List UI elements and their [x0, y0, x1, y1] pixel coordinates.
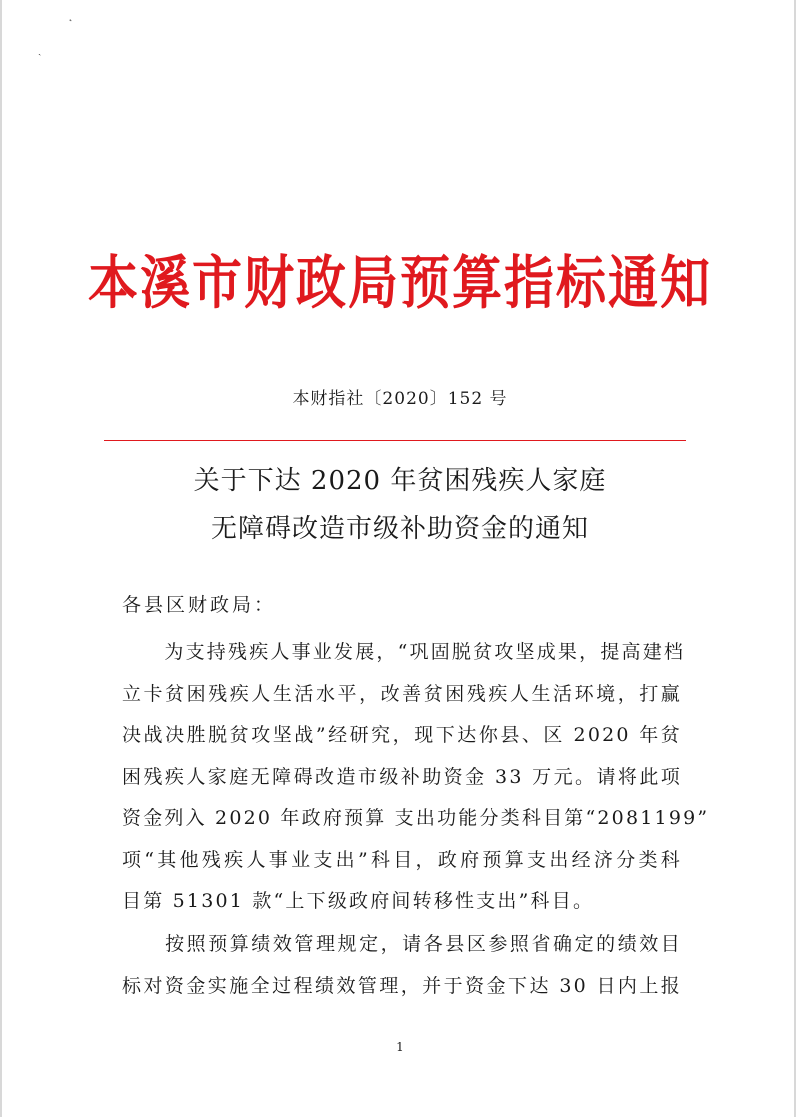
paragraph-line: 目第 51301 款“上下级政府间转移性支出”科目。	[122, 890, 595, 912]
paragraph-line: 项“其他残疾人事业支出”科目，政府预算支出经济分类科	[122, 848, 682, 871]
paragraph-line: 立卡贫困残疾人生活水平，改善贫困残疾人生活环境，打赢	[122, 682, 682, 705]
paragraph-line: 决战决胜脱贫攻坚战”经研究，现下达你县、区 2020 年贫	[122, 724, 682, 746]
subject-title-line-1: 关于下达 2020 年贫困残疾人家庭	[193, 466, 607, 496]
red-divider-line	[104, 440, 686, 441]
addressee: 各县区财政局：	[122, 594, 277, 616]
document-header-title: 本溪市财政局预算指标通知	[88, 249, 712, 317]
paragraph-line: 困残疾人家庭无障碍改造市级补助资金 33 万元。请将此项	[122, 765, 682, 788]
paragraph-line: 资金列入 2020 年政府预算 支出功能分类科目第“2081199”	[122, 807, 710, 829]
scan-artifact-mark: ˏ	[38, 45, 42, 56]
paragraph-line: 按照预算绩效管理规定，请各县区参照省确定的绩效目	[122, 933, 682, 955]
body-paragraph-1	[122, 632, 710, 923]
scan-artifact-mark: ˛	[68, 11, 73, 22]
paragraph-line: 标对资金实施全过程绩效管理，并于资金下达 30 日内上报	[122, 974, 682, 997]
paragraph-line: 为支持残疾人事业发展，“巩固脱贫攻坚成果，提高建档	[122, 641, 686, 663]
document-number: 本财指社〔2020〕152 号	[292, 389, 508, 409]
page-number: 1	[396, 1040, 404, 1054]
subject-title-line-2: 无障碍改造市级补助资金的通知	[210, 514, 589, 544]
body-paragraph-2	[122, 924, 682, 1007]
